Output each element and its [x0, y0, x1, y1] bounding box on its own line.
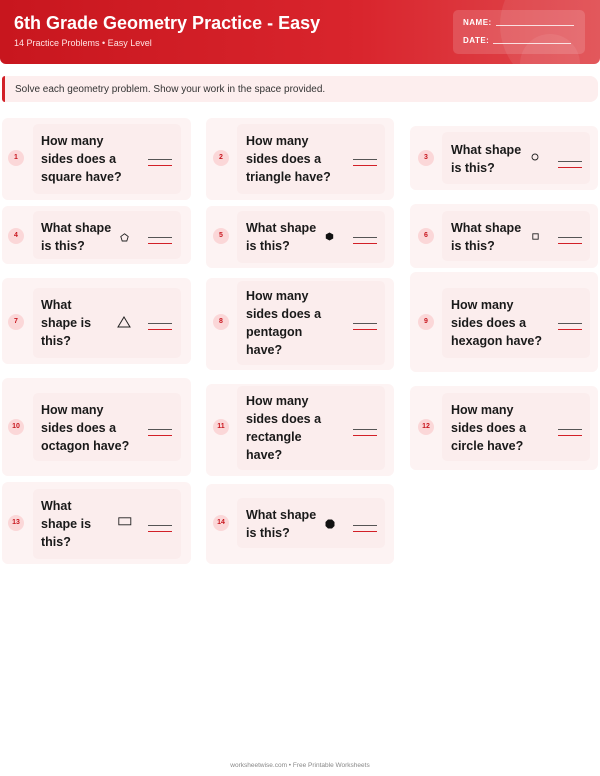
- question-text: What shape is this?: [41, 499, 92, 549]
- answer-blank[interactable]: [148, 159, 172, 166]
- problem-number: 9: [418, 314, 434, 330]
- problem-number: 6: [418, 228, 434, 244]
- date-label: DATE:: [463, 36, 490, 45]
- page-footer: worksheetwise.com • Free Printable Worksheets: [230, 762, 370, 769]
- question-text: What shape is this?: [451, 143, 522, 175]
- answer-blank[interactable]: [148, 323, 172, 330]
- name-line: [496, 25, 574, 26]
- problem-number: 7: [8, 314, 24, 330]
- question-text: How many sides does a triangle have?: [246, 134, 331, 184]
- answer-blank[interactable]: [148, 525, 172, 532]
- question-text: How many sides does a hexagon have?: [451, 298, 542, 348]
- problem-number: 1: [8, 150, 24, 166]
- instructions-banner: Solve each geometry problem. Show your work in the space provided.: [2, 76, 598, 102]
- answer-blank[interactable]: [558, 237, 582, 244]
- name-field[interactable]: [463, 18, 574, 27]
- answer-blank[interactable]: [353, 159, 377, 166]
- question-text: How many sides does a circle have?: [451, 403, 527, 453]
- answer-blank[interactable]: [353, 237, 377, 244]
- pentagon-icon: [120, 233, 129, 242]
- problem-number: 10: [8, 419, 24, 435]
- problem-number: 13: [8, 515, 24, 531]
- problem-number: 3: [418, 150, 434, 166]
- answer-blank[interactable]: [353, 525, 377, 532]
- hexagon-icon: [325, 232, 334, 241]
- question-text: What shape is this?: [246, 508, 317, 540]
- circle-icon: [531, 153, 539, 161]
- rectangle-icon: [118, 517, 132, 526]
- answer-blank[interactable]: [558, 323, 582, 330]
- question-text: How many sides does a octagon have?: [41, 403, 130, 453]
- question-text: How many sides does a square have?: [41, 134, 122, 184]
- question-text: What shape is this?: [41, 221, 112, 253]
- page-title: 6th Grade Geometry Practice - Easy: [14, 13, 321, 33]
- question-text: What shape is this?: [41, 298, 92, 348]
- question-text: How many sides does a pentagon have?: [246, 289, 322, 357]
- question-text: What shape is this?: [451, 221, 522, 253]
- problem-number: 14: [213, 515, 229, 531]
- problem-number: 2: [213, 150, 229, 166]
- problem-number: 8: [213, 314, 229, 330]
- answer-blank[interactable]: [353, 323, 377, 330]
- answer-blank[interactable]: [558, 429, 582, 436]
- date-field[interactable]: [463, 36, 571, 45]
- question-text: What shape is this?: [246, 221, 317, 253]
- answer-blank[interactable]: [148, 429, 172, 436]
- triangle-icon: [117, 316, 131, 328]
- octagon-icon: [325, 519, 335, 529]
- date-line: [493, 43, 571, 44]
- problem-number: 4: [8, 228, 24, 244]
- answer-blank[interactable]: [148, 237, 172, 244]
- answer-blank[interactable]: [353, 429, 377, 436]
- problem-number: 5: [213, 228, 229, 244]
- problem-number: 11: [213, 419, 229, 435]
- problem-number: 12: [418, 419, 434, 435]
- name-date-box: [453, 10, 585, 54]
- worksheet-header: [0, 0, 600, 64]
- name-label: NAME:: [463, 18, 492, 27]
- question-text: How many sides does a rectangle have?: [246, 394, 322, 462]
- page-subtitle: 14 Practice Problems • Easy Level: [14, 38, 152, 48]
- square-icon: [532, 233, 539, 240]
- answer-blank[interactable]: [558, 161, 582, 168]
